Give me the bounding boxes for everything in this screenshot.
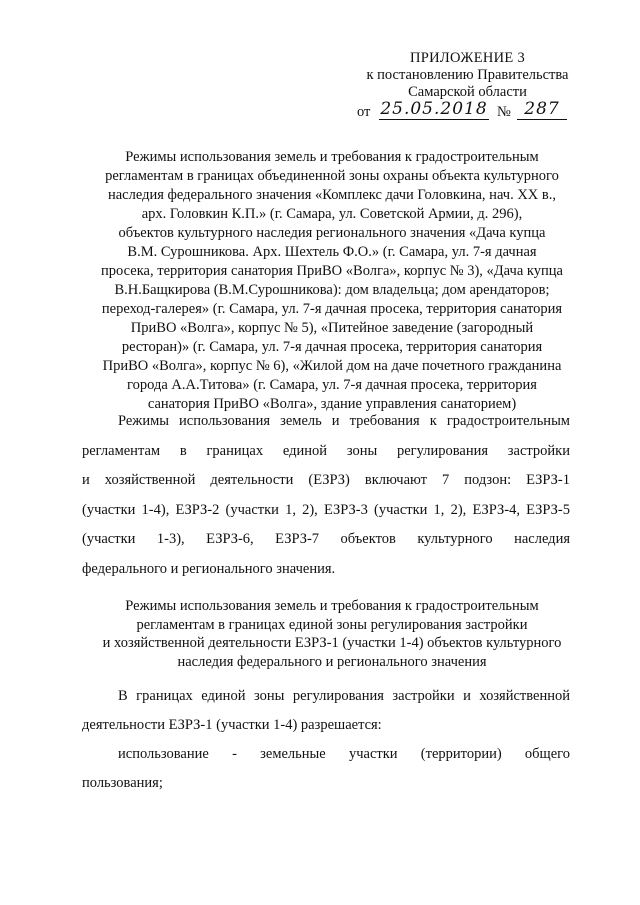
title-line: наследия федерального значения «Комплекс дачи Головкина, нач. XX в., [107,187,557,203]
paragraph-use [82,740,570,798]
section-title-2 [82,597,582,671]
paragraph-line: использование - земельные участки (территории) общего [118,746,570,762]
title-line: Режимы использования земель и требования к градостроительным [125,598,539,614]
title-line: города А.А.Титова» (г. Самара, ул. 7-я дачная просека, территория [127,377,537,393]
paragraph-subzones [82,407,570,584]
handwritten-number: 287 [517,99,567,120]
title-line: просека, территория санатория ПриВО «Волга», корпус № 3), «Дача купца [101,263,563,279]
title-line: ресторан)» (г. Самара, ул. 7-я дачная просека, территория санатория [121,339,543,355]
paragraph-line: В границах единой зоны регулирования застройки и хозяйственной [118,688,570,704]
paragraph-line: регламентам в границах единой зоны регулирования застройки [82,442,570,459]
date-prefix: от [357,104,371,120]
title-line: и хозяйственной деятельности ЕЗРЗ-1 (участки 1-4) объектов культурного [102,635,562,651]
paragraph-permitted [82,682,570,740]
appendix-line-2: Самарской области [408,84,527,100]
paragraph-line: (участки 1-4), ЕЗРЗ-2 (участки 1, 2), ЕЗРЗ-3 (участки 1, 2), ЕЗРЗ-4, ЕЗРЗ-5 [82,501,570,518]
title-line: ПриВО «Волга», корпус № 5), «Питейное заведение (загородный [130,320,534,336]
appendix-header [340,50,595,101]
paragraph-line: пользования; [82,775,163,791]
paragraph-line: (участки 1-3), ЕЗРЗ-6, ЕЗРЗ-7 объектов культурного наследия [82,531,570,547]
title-line: регламентам в границах единой зоны регулирования застройки [136,616,528,633]
paragraph-line: деятельности ЕЗРЗ-1 (участки 1-4) разрешается: [82,717,382,733]
appendix-line-1: к постановлению Правительства [366,67,569,83]
resolution-date-line [357,99,597,124]
title-line: наследия федерального и регионального значения [177,653,487,670]
section-title-1 [82,148,582,414]
title-line: арх. Головкин К.П.» (г. Самара, ул. Советской Армии, д. 296), [141,206,523,222]
title-line: объектов культурного наследия регионального значения «Дача купца [118,225,546,241]
paragraph-line: федерального и регионального значения. [82,560,336,577]
title-line: В.М. Сурошникова. Арх. Шехтель Ф.О.» (г. Самара, ул. 7-я дачная [127,244,537,260]
title-line: регламентам в границах объединенной зоны охраны объекта культурного [105,168,559,184]
number-prefix: № [497,104,511,120]
paragraph-line: Режимы использования земель и требования к градостроительным [118,413,570,429]
title-line: ПриВО «Волга», корпус № 6), «Жилой дом на даче почетного гражданина [102,358,562,374]
title-line: санатория ПриВО «Волга», здание управления санаторием) [147,396,517,412]
title-line: Режимы использования земель и требования к градостроительным [125,149,539,165]
title-line: В.Н.Бащкирова (В.М.Сурошникова): дом владельца; дом арендаторов; [114,282,550,298]
handwritten-date: 25.05.2018 [380,99,488,119]
paragraph-line: и хозяйственной деятельности (ЕЗРЗ) включают 7 подзон: ЕЗРЗ-1 [82,472,570,488]
appendix-title: ПРИЛОЖЕНИЕ 3 [409,50,526,66]
title-line: переход-галерея» (г. Самара, ул. 7-я дачная просека, территория санатория [101,301,563,317]
